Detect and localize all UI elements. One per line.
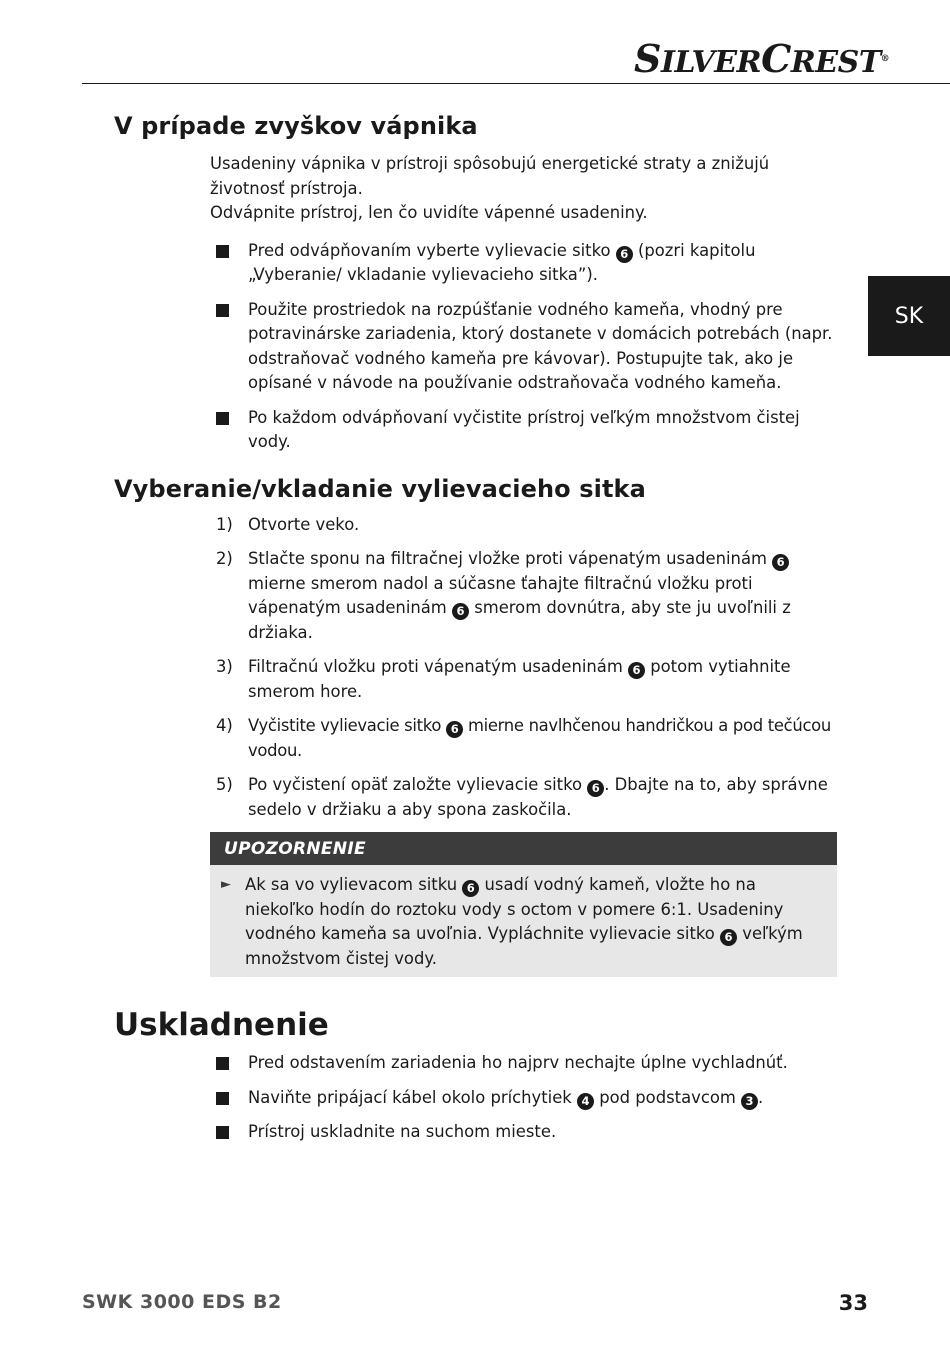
part-number-badge: 4 [577, 1093, 594, 1110]
paragraph: Usadeniny vápnika v prístroji spôsobujú energetické straty a znižujú životnosť prístroja. [210, 154, 770, 198]
step-text: Filtračnú vložku proti vápenatým usadeninám 6 potom vytiahnite smerom hore. [248, 657, 791, 701]
page-content [114, 110, 836, 1145]
section-title-limescale: V prípade zvyškov vápnika [114, 112, 478, 140]
arrow-right-icon: ► [221, 877, 231, 892]
part-number-badge: 6 [446, 721, 463, 738]
header-divider [82, 83, 950, 84]
list-item-text: Pred odvápňovaním vyberte vylievacie sitko 6 (pozri kapitolu „Vyberanie/ vkladanie vylievacieho sitka”). [248, 240, 756, 284]
part-number-badge: 6 [616, 246, 633, 263]
part-number-badge: 6 [720, 929, 737, 946]
step-number: 5) [216, 775, 233, 794]
list-item-text: Použite prostriedok na rozpúšťanie vodného kameňa, vhodný pre potravinárske zariadenia, ktorý dostanete v domácich potrebách (napr. odstraňovač vodného kameňa pre kávovar). Postupujte tak, ako je opísané v návode na používanie odstraňovača vodného kameňa. [248, 299, 833, 392]
numbered-list [216, 513, 836, 823]
square-bullet-icon [216, 1126, 229, 1139]
step-text: Stlačte sponu na filtračnej vložke proti vápenatým usadeninám 6 mierne smerom nadol a súčasne ťahajte filtračnú vložku proti vápenatým usadeninám 6 smerom dovnútra, aby ste ju uvoľnili z držiaka. [248, 549, 791, 642]
list-item-text: Naviňte pripájací kábel okolo príchytiek 4 pod podstavcom 3 . [248, 1087, 764, 1108]
section-title-storage: Uskladnenie [114, 1007, 329, 1043]
step-text: Otvorte veko. [248, 514, 360, 534]
list-item [210, 298, 836, 396]
logo-text: REST [790, 45, 881, 80]
step-number: 1) [216, 514, 233, 534]
part-number-badge: 6 [772, 554, 789, 571]
list-item [210, 239, 836, 288]
notice-text: Ak sa vo vylievacom sitku 6 usadí vodný kameň, vložte ho na niekoľko hodín do roztoku vody s octom v pomere 6:1. Usadeniny vodného kameňa sa uvoľnia. Vypláchnite vylievacie sitko 6 veľkým množstvom čistej vody. [245, 875, 803, 968]
language-tab-label: SK [894, 303, 924, 329]
square-bullet-icon [216, 1057, 229, 1070]
step-item [216, 513, 836, 538]
registered-mark: ® [880, 54, 890, 64]
step-text: Vyčistite vylievacie sitko 6 mierne navlhčenou handričkou a pod tečúcou vodou. [248, 716, 831, 760]
list-item [210, 406, 836, 455]
step-text: Po vyčistení opäť založte vylievacie sitko 6 . Dbajte na to, aby správne sedelo v držiaku a aby spona zaskočila. [248, 775, 828, 819]
logo-letter: S [634, 36, 661, 81]
part-number-badge: 6 [587, 780, 604, 797]
footer-model-number: SWK 3000 EDS B2 [82, 1291, 282, 1313]
list-item-text: Prístroj uskladnite na suchom mieste. [248, 1122, 557, 1141]
step-item [216, 547, 836, 645]
step-number: 3) [216, 657, 233, 676]
logo-letter: C [761, 36, 791, 81]
square-bullet-icon [216, 412, 229, 425]
part-number-badge: 3 [741, 1093, 758, 1110]
list-item-text: Pred odstavením zariadenia ho najprv nechajte úplne vychladnúť. [248, 1053, 788, 1072]
part-number-badge: 6 [628, 662, 645, 679]
list-item [210, 1120, 836, 1145]
list-item [210, 1051, 836, 1076]
list-item [210, 1086, 836, 1111]
brand-logo [634, 36, 889, 81]
logo-text: ILVER [660, 45, 762, 80]
step-item [216, 655, 836, 704]
step-item [216, 773, 836, 822]
bullet-list [210, 239, 836, 455]
square-bullet-icon [216, 1092, 229, 1105]
language-tab [868, 276, 950, 356]
square-bullet-icon [216, 304, 229, 317]
step-number: 4) [216, 716, 233, 735]
section-title-strainer: Vyberanie/vkladanie vylievacieho sitka [114, 474, 646, 503]
step-number: 2) [216, 549, 233, 568]
part-number-badge: 6 [452, 603, 469, 620]
bullet-list [210, 1051, 836, 1145]
list-item-text: Po každom odvápňovaní vyčistite prístroj veľkým množstvom čistej vody. [248, 407, 800, 451]
paragraph: Odvápnite prístroj, len čo uvidíte vápenné usadeniny. [210, 203, 648, 222]
notice-body [210, 865, 837, 977]
part-number-badge: 6 [462, 880, 479, 897]
page-number: 33 [838, 1291, 868, 1315]
step-item [216, 714, 836, 763]
square-bullet-icon [216, 245, 229, 258]
notice-heading: UPOZORNENIE [210, 832, 837, 865]
notice-box [210, 832, 837, 977]
